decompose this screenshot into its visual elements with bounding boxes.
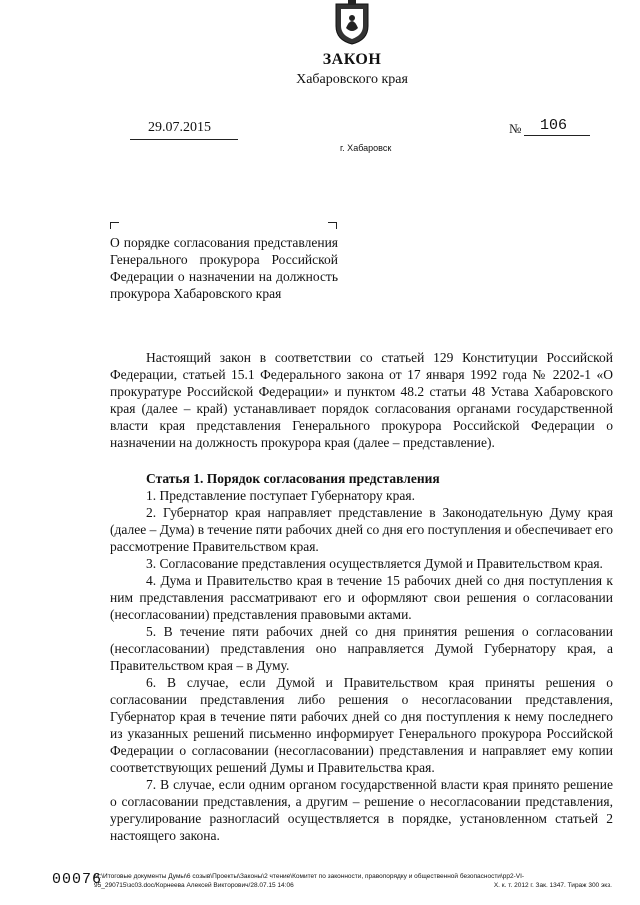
- article-item: 3. Согласование представления осуществляется Думой и Правительством края.: [146, 556, 603, 571]
- article-item: 1. Представление поступает Губернатору края.: [146, 488, 415, 503]
- document-city: г. Хабаровск: [340, 143, 392, 153]
- preamble-paragraph: Настоящий закон в соответствии со статьей 129 Конституции Российской Федерации, статьей 15.1 Федерального закона от 17 января 1992 года № 2202-1 «О прокуратуре Российской Федерации» и пунктом 48.2 статьи 48 Устава Хабаровского края (далее – край) устанавливает порядок согласования органами государственной власти края представления Генерального прокурора Российской Федерации о назначении на должность прокурора края (далее – представление).: [110, 350, 613, 450]
- number-sign: №: [509, 121, 522, 136]
- date-underline: [130, 139, 238, 140]
- article-item: 6. В случае, если Думой и Правительством края приняты решения о согласовании представления либо решения о несогласовании представления, Губернатор края в течение пяти рабочих дней со дня поступления к нему последнего из указанных решений письменно информирует Генерального прокурора Российской Федерации о согласовании (несогласовании) представления и направляет ему копии соответствующих решений Думы и Правительства края.: [110, 675, 613, 775]
- print-info: Х. к. т. 2012 г. Зак. 1347. Тираж 300 экз.: [493, 882, 612, 889]
- document-number: 106: [540, 117, 568, 134]
- subject-corner-left: [110, 222, 119, 229]
- document-subtitle: Хабаровского края: [296, 72, 408, 87]
- registry-code: 00076: [52, 871, 103, 888]
- article-item: 4. Дума и Правительство края в течение 15 рабочих дней со дня поступления к ним представления рассматривают его и оформляют свои решения о согласовании (несогласовании) представления правовыми актами.: [110, 573, 613, 622]
- document-date: 29.07.2015: [148, 120, 211, 135]
- number-underline: [524, 135, 590, 136]
- article-item: 2. Губернатор края направляет представление в Законодательную Думу края (далее – Дума) в течение пяти рабочих дней со дня его поступления и обеспечивает его рассмотрение Правительством края.: [110, 505, 613, 554]
- file-path-line-2: 95_290715\зс03.doc/Корнеева Алексей Викторович/28.07.15 14:06: [94, 882, 294, 889]
- article-item: 5. В течение пяти рабочих дней со дня принятия решения о согласовании (несогласовании) представления оно направляется Думой Губернатору края, а Правительством края – в Думу.: [110, 624, 613, 673]
- document-footer: [52, 871, 612, 895]
- law-subject: О порядке согласования представления Генерального прокурора Российской Федерации о назначении на должность прокурора Хабаровского края: [110, 235, 338, 301]
- subject-corner-right: [328, 222, 337, 229]
- law-body: [110, 349, 613, 844]
- coat-of-arms-icon: [332, 0, 372, 46]
- file-path-line-1: М:\Итоговые документы Думы\6 созыв\Проекты\Законы\2 чтение\Комитет по законности, правопорядку и общественной безопасности\рр2-VI-: [94, 873, 525, 880]
- article-heading: Статья 1. Порядок согласования представления: [146, 471, 440, 486]
- article-item: 7. В случае, если одним органом государственной власти края принято решение о согласовании представления, а другим – решение о несогласовании представления, урегулирование разногласий осуществляется в порядке, установленном статьей 2 настоящего закона.: [110, 777, 613, 843]
- document-title: ЗАКОН: [322, 51, 382, 68]
